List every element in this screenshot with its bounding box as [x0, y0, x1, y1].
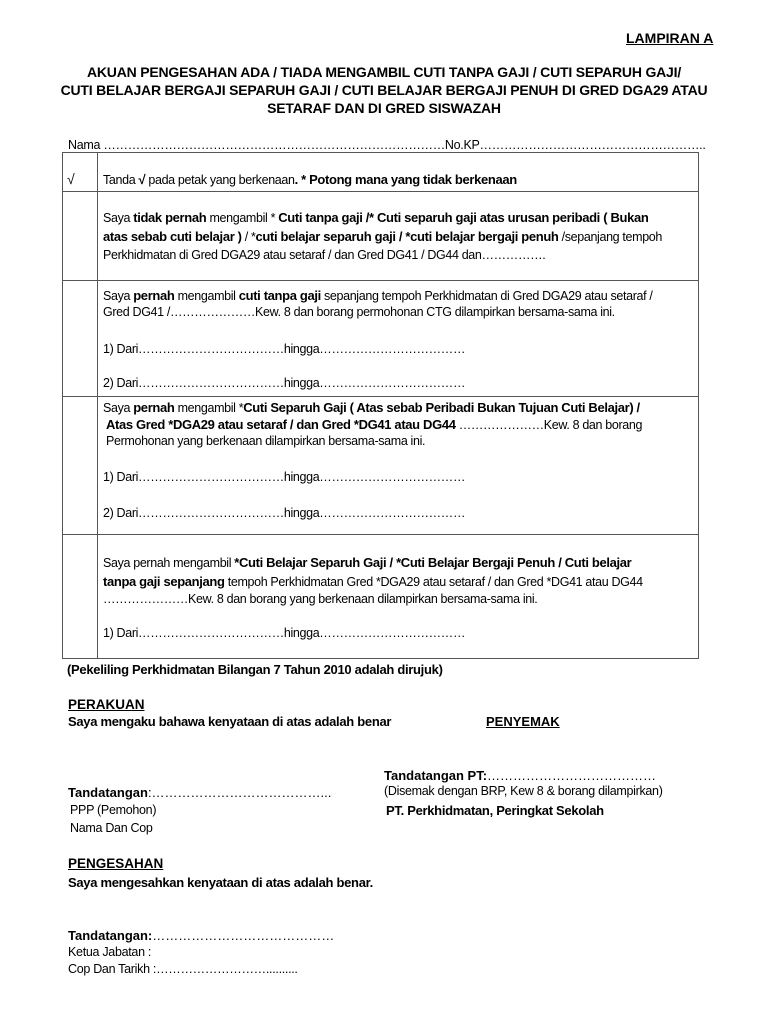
row2-dari-1: 1) Dari………………………………hingga……………………………… [103, 342, 466, 356]
ketua-jabatan: Ketua Jabatan : [68, 945, 152, 959]
instruction-bold: . * Potong mana yang tidak berkenaan [294, 172, 517, 187]
row4-tempoh: tempoh Perkhidmatan Gred *DGA29 atau setaraf / dan Gred *DG41 atau DG44 [227, 575, 643, 589]
row1-mengambil: mengambil * [209, 211, 276, 225]
row4-dari-1: 1) Dari………………………………hingga……………………………… [103, 626, 466, 640]
row3-dari-2: 2) Dari………………………………hingga……………………………… [103, 506, 466, 520]
title-line-2: CUTI BELAJAR BERGAJI SEPARUH GAJI / CUTI BELAJAR BERGAJI PENUH DI GRED DGA29 ATAU [60, 82, 708, 98]
row3-line3: Permohonan yang berkenaan dilampirkan bersama-sama ini. [106, 434, 426, 448]
row3-dari-1: 1) Dari………………………………hingga……………………………… [103, 470, 466, 484]
row2-dari-2: 2) Dari………………………………hingga……………………………… [103, 376, 466, 390]
applicant-signature-label: Tandatangan [68, 785, 148, 800]
row1-tidak-pernah: tidak pernah [133, 210, 207, 225]
row4-saya: Saya pernah mengambil [103, 556, 232, 570]
pt-signature-label: Tandatangan PT: [384, 768, 488, 783]
ppp-pemohon: PPP (Pemohon) [70, 803, 157, 817]
perakuan-statement: Saya mengaku bahawa kenyataan di atas adalah benar [68, 714, 392, 729]
row4-tanpa-gaji: tanpa gaji sepanjang [103, 574, 225, 589]
row1-saya: Saya [103, 211, 131, 225]
pt-perkhidmatan: PT. Perkhidmatan, Peringkat Sekolah [386, 803, 604, 818]
pekeliling-note: (Pekeliling Perkhidmatan Bilangan 7 Tahun 2010 adalah dirujuk) [67, 662, 443, 677]
instruction-text: pada petak yang berkenaan [148, 173, 295, 187]
row1-atas-sebab: atas sebab cuti belajar ) [103, 229, 242, 244]
check-mark-column: √ [67, 171, 75, 187]
ketua-signature-line [68, 928, 334, 943]
row2-mengambil: mengambil [177, 289, 236, 303]
row1-line2 [103, 227, 703, 247]
ketua-signature-dots: …………………………………… [152, 928, 335, 943]
lampiran-label: LAMPIRAN A [626, 30, 714, 46]
row2-cuti-tanpa-gaji: cuti tanpa gaji [238, 288, 321, 303]
applicant-signature-line [68, 785, 331, 800]
row1-sep: / * [244, 230, 256, 244]
row4-cuti-belajar: *Cuti Belajar Separuh Gaji / *Cuti Belajar Bergaji Penuh / Cuti belajar [234, 555, 632, 570]
perakuan-heading: PERAKUAN [68, 697, 145, 712]
cop-dan-tarikh: Cop Dan Tarikh :……………………….......... [68, 962, 298, 976]
row4-line2 [103, 572, 703, 592]
disemak-note: (Disemak dengan BRP, Kew 8 & borang dilampirkan) [384, 784, 663, 798]
nama-nokp-line: Nama …………………………………………………………………………No.KP……………………………………………….. [68, 138, 706, 152]
row2-saya: Saya [103, 289, 131, 303]
row3-atas-gred: Atas Gred *DGA29 atau setaraf / dan Gred *DG41 atau DG44 [106, 417, 456, 432]
instruction-tanda: Tanda [103, 173, 136, 187]
pengesahan-statement: Saya mengesahkan kenyataan di atas adalah benar. [68, 875, 373, 890]
title-line-1: AKUAN PENGESAHAN ADA / TIADA MENGAMBIL CUTI TANPA GAJI / CUTI SEPARUH GAJI/ [86, 64, 682, 80]
row4-line1 [103, 553, 703, 573]
row1-cuti-tanpa-gaji: Cuti tanpa gaji /* Cuti separuh gaji atas urusan peribadi ( Bukan [278, 210, 649, 225]
row1-line1 [103, 208, 703, 228]
row2-pernah: pernah [133, 288, 175, 303]
row2-sepanjang: sepanjang tempoh Perkhidmatan di Gred DGA29 atau setaraf / [324, 289, 653, 303]
row2-line2: Gred DG41 /…………………Kew. 8 dan borang permohonan CTG dilampirkan bersama-sama ini. [103, 305, 615, 319]
instruction-check-mark: √ [138, 172, 146, 187]
row4-line3: …………………Kew. 8 dan borang yang berkenaan dilampirkan bersama-sama ini. [103, 592, 538, 606]
title-line-3: SETARAF DAN DI GRED SISWAZAH [267, 100, 501, 116]
row3-cuti-separuh-gaji: Cuti Separuh Gaji ( Atas sebab Peribadi Bukan Tujuan Cuti Belajar) [243, 400, 634, 415]
row3-saya: Saya [103, 401, 131, 415]
row3-mengambil: mengambil * [177, 401, 244, 415]
row1-line3: Perkhidmatan di Gred DGA29 atau setaraf / dan Gred DG41 / DG44 dan……………. [103, 248, 546, 262]
pengesahan-heading: PENGESAHAN [68, 856, 164, 871]
penyemak-heading: PENYEMAK [486, 714, 560, 729]
applicant-signature-dots: :…………………………………... [147, 785, 332, 800]
row3-pernah: pernah [133, 400, 175, 415]
instruction-row [103, 170, 703, 190]
nama-dan-cop: Nama Dan Cop [70, 821, 153, 835]
pt-signature-line [384, 768, 656, 783]
pt-signature-dots: ………………………………… [487, 768, 657, 783]
row1-sepanjang: /sepanjang tempoh [561, 230, 663, 244]
row1-cuti-belajar: cuti belajar separuh gaji / *cuti belajar bergaji penuh [255, 229, 559, 244]
row3-kew8: …………………Kew. 8 dan borang [458, 418, 643, 432]
row3-slash: / [636, 400, 640, 415]
ketua-signature-label: Tandatangan: [68, 928, 153, 943]
